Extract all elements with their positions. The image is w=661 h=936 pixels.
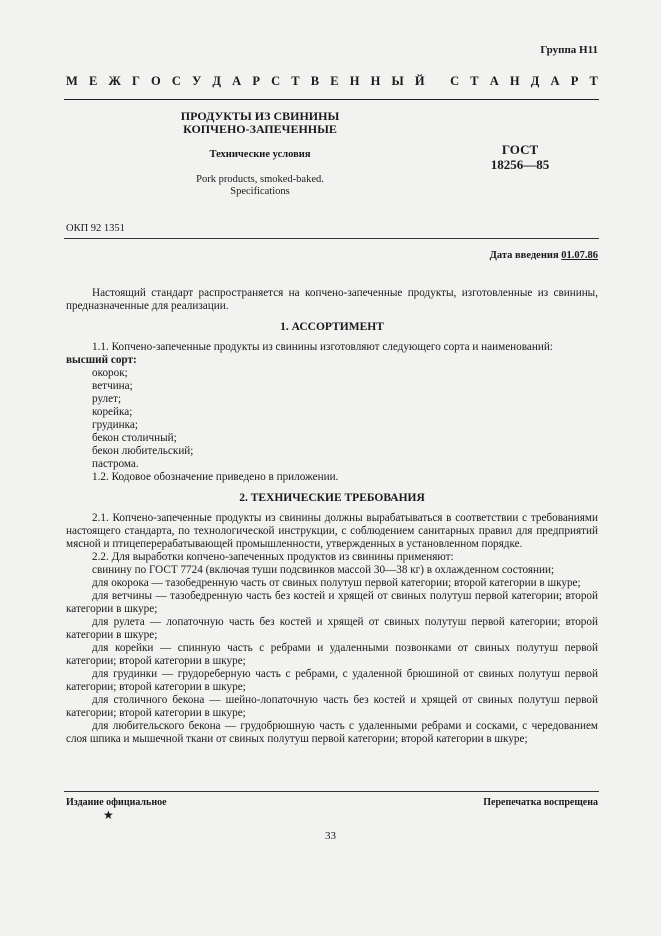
- list-item: ветчина;: [92, 380, 133, 392]
- list-item: грудинка;: [92, 419, 138, 431]
- heading-letter: Ы: [391, 74, 404, 88]
- heading-letter: А: [550, 74, 560, 88]
- heading-letter: О: [151, 74, 161, 88]
- heading-letter: Е: [330, 74, 339, 88]
- grade-label: высший сорт:: [66, 354, 137, 366]
- heading-letter: Н: [349, 74, 360, 88]
- paragraph-2-2h: для любительского бекона — грудобрюшную часть с удаленными ребрами и сосками, с чередованием слоя шпика и мышечной ткани от свиных полутуш первой категории; второй категории в шкуре;: [66, 720, 598, 745]
- interstate-standard-heading: [66, 74, 598, 89]
- star-icon: ★: [103, 808, 114, 822]
- document-title: [170, 110, 350, 136]
- list-item: окорок;: [92, 367, 128, 379]
- header-rule: [64, 238, 599, 239]
- paragraph-2-2: 2.2. Для выработки копчено-запеченных продуктов из свинины применяют:: [92, 551, 454, 563]
- heading-letter: С: [171, 74, 181, 88]
- heading-letter: Т: [291, 74, 300, 88]
- paragraph-2-2d: для рулета — лопаточную часть без костей и хрящей от свиных полутуш первой категории; второй категории в шкуре;: [66, 616, 598, 641]
- document-body: [66, 287, 598, 746]
- english-title: [170, 174, 350, 198]
- paragraph-2-1: 2.1. Копчено-запеченные продукты из свинины должны вырабатываться в соответствии с требованиями настоящего стандарта, по технологической инструкции, с соблюдением санитарных правил для предприятий мясной и птицеперерабатывающей промышленности, утвержденных в установленном порядке.: [66, 512, 598, 550]
- footer-rule: [64, 791, 599, 792]
- paragraph-1-1: 1.1. Копчено-запеченные продукты из свинины изготовляют следующего сорта и наименований:: [92, 341, 553, 353]
- heading-letter: А: [489, 74, 499, 88]
- heading-letter: В: [310, 74, 320, 88]
- paragraph-2-2g: для столичного бекона — шейно-лопаточную часть без костей и хрящей от свиных полутуш первой категории; второй категории в шкуре;: [66, 694, 598, 719]
- heading-letter: Т: [470, 74, 479, 88]
- gost-number: 18256—85: [490, 157, 550, 172]
- document-subtitle: Технические условия: [209, 149, 311, 160]
- title-line-2: КОПЧЕНО-ЗАПЕЧЕННЫЕ: [183, 122, 337, 136]
- list-item: пастрома.: [92, 458, 139, 470]
- paragraph-2-2b: для окорока — тазобедренную часть от свиных полутуш первой категории; второй категории в шкуре;: [92, 577, 581, 589]
- title-line-1: ПРОДУКТЫ ИЗ СВИНИНЫ: [180, 109, 340, 123]
- paragraph-2-2a: свинину по ГОСТ 7724 (включая туши подсвинков массой 30—38 кг) в охлажденном состоянии;: [92, 564, 555, 576]
- english-title-line-1: Pork products, smoked-baked.: [196, 174, 324, 185]
- heading-letter: С: [271, 74, 281, 88]
- paragraph-2-2e: для корейки — спинную часть с ребрами и удаленными позвонками от свиных полутуш первой категории; второй категории в шкуре;: [66, 642, 598, 667]
- official-edition-note: Издание официальное: [66, 797, 167, 808]
- heading-letter: Ж: [108, 74, 121, 88]
- okp-code: ОКП 92 1351: [66, 223, 125, 234]
- paragraph-2-2f: для грудинки — грудореберную часть с ребрами, с удаленной брюшиной от свиных полутуш первой категории; второй категории в шкуре;: [66, 668, 598, 693]
- gost-label: ГОСТ: [501, 142, 539, 157]
- paragraph-2-2c: для ветчины — тазобедренную часть без костей и хрящей от свиных полутуш первой категории; второй категории в шкуре;: [66, 590, 598, 615]
- intro-paragraph: Настоящий стандарт распространяется на копчено-запеченные продукты, изготовленные из свинины, предназначенные для реализации.: [66, 287, 598, 312]
- heading-letter: Д: [212, 74, 222, 88]
- section-1-heading: 1. АССОРТИМЕНТ: [280, 321, 384, 333]
- heading-letter: Д: [530, 74, 540, 88]
- product-list: [66, 367, 598, 471]
- section-2-heading: 2. ТЕХНИЧЕСКИЕ ТРЕБОВАНИЯ: [239, 492, 425, 504]
- heading-letter: Н: [509, 74, 520, 88]
- list-item: рулет;: [92, 393, 122, 405]
- list-item: корейка;: [92, 406, 133, 418]
- heading-letter: У: [192, 74, 202, 88]
- date-label: Дата введения: [489, 250, 559, 261]
- heading-letter: Н: [370, 74, 381, 88]
- date-value: 01.07.86: [561, 250, 598, 261]
- paragraph-1-2: 1.2. Кодовое обозначение приведено в приложении.: [92, 471, 339, 483]
- heading-letter: С: [450, 74, 460, 88]
- introduction-date: [490, 250, 598, 261]
- heading-letter: Е: [88, 74, 98, 88]
- heading-letter: [436, 74, 439, 89]
- reprint-prohibited-note: Перепечатка воспрещена: [483, 797, 598, 808]
- heading-letter: Й: [414, 74, 425, 88]
- top-rule: [64, 99, 599, 100]
- list-item: бекон любительский;: [92, 445, 194, 457]
- heading-letter: Р: [570, 74, 579, 88]
- heading-letter: Т: [589, 74, 598, 88]
- heading-letter: Г: [131, 74, 140, 88]
- heading-letter: Р: [252, 74, 260, 88]
- list-item: бекон столичный;: [92, 432, 177, 444]
- page-number: 33: [325, 830, 336, 842]
- gost-designation: [480, 142, 560, 172]
- group-code: Группа Н11: [540, 44, 598, 56]
- heading-letter: М: [66, 74, 78, 88]
- heading-letter: А: [232, 74, 242, 88]
- english-title-line-2: Specifications: [230, 186, 290, 197]
